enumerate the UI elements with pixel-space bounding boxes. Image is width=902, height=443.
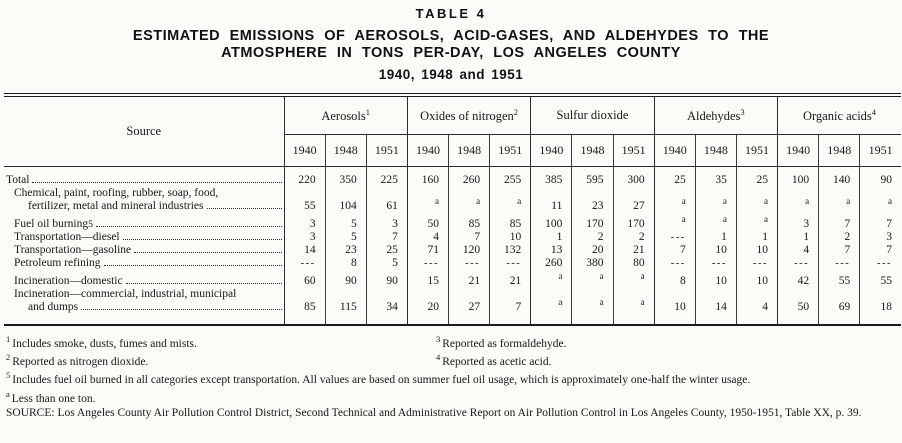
source-cell — [4, 244, 284, 257]
value-cell: 34 — [366, 288, 407, 325]
dot-leader — [126, 283, 282, 284]
value-cell: 1 — [778, 231, 819, 244]
value-cell: 140 — [819, 167, 860, 188]
footnote-marker: 5 — [6, 370, 11, 381]
value-cell — [449, 187, 490, 213]
footnote-a — [6, 388, 898, 406]
dot-leader — [207, 208, 282, 209]
value-cell: 35 — [695, 167, 736, 188]
less-than-one-ton-marker: a — [640, 270, 645, 281]
value-cell: 11 — [531, 187, 572, 213]
no-data-dashes: --- — [711, 257, 727, 269]
value-cell: 60 — [284, 270, 325, 288]
source-text: Total — [6, 174, 30, 186]
value-cell: 27 — [613, 187, 654, 213]
no-data-dashes: --- — [877, 257, 892, 269]
table-header-block — [4, 6, 898, 82]
value-cell: 55 — [284, 187, 325, 213]
value-cell: 25 — [736, 167, 777, 188]
less-than-one-ton-marker: a — [764, 214, 768, 224]
value-cell: 10 — [695, 270, 736, 288]
group-label: Oxides of nitrogen — [420, 109, 514, 124]
value-cell: 1 — [736, 231, 777, 244]
value-cell: 90 — [325, 270, 366, 288]
value-cell: 14 — [284, 244, 325, 257]
column-year-header: 1948 — [695, 135, 736, 167]
value-cell — [572, 270, 613, 288]
source-line — [4, 301, 284, 314]
value-cell: 90 — [860, 167, 901, 188]
value-cell: 225 — [366, 167, 407, 188]
page-title-line1: ESTIMATED EMISSIONS OF AEROSOLS, ACID-GASES, AND ALDEHYDES TO THE — [132, 28, 770, 44]
source-text: Incineration—commercial, industrial, municipal — [14, 287, 237, 300]
value-cell: 25 — [654, 167, 695, 188]
footnote-marker: 5 — [88, 218, 93, 230]
value-cell: 7 — [366, 231, 407, 244]
value-cell: 300 — [613, 167, 654, 188]
table-row — [4, 167, 901, 188]
table-row — [4, 257, 901, 270]
value-cell: 7 — [654, 244, 695, 257]
less-than-one-ton-marker: a — [681, 214, 686, 224]
value-cell: 42 — [778, 270, 819, 288]
value-cell: 255 — [490, 167, 531, 188]
value-cell — [284, 257, 325, 270]
value-cell — [613, 270, 654, 288]
value-cell — [449, 257, 490, 270]
emissions-table — [4, 93, 901, 326]
value-cell: 8 — [325, 257, 366, 270]
less-than-one-ton-marker: a — [435, 196, 439, 207]
less-than-one-ton-marker: a — [805, 196, 810, 207]
value-cell: 50 — [407, 213, 448, 231]
table-row — [4, 231, 901, 244]
value-cell: 61 — [366, 187, 407, 213]
group-header-row — [4, 95, 901, 135]
value-cell — [736, 187, 777, 213]
value-cell: 260 — [449, 167, 490, 188]
footnote-marker: 3 — [436, 333, 441, 344]
value-cell: 7 — [819, 244, 860, 257]
column-header-source: Source — [4, 95, 284, 167]
source-text: and dumps — [28, 300, 79, 313]
value-cell: 3 — [284, 231, 325, 244]
source-line — [4, 200, 284, 213]
value-cell: 170 — [613, 213, 654, 231]
value-cell: 21 — [613, 244, 654, 257]
no-data-dashes: --- — [300, 257, 316, 269]
value-cell: 1 — [695, 231, 736, 244]
less-than-one-ton-marker: a — [517, 196, 522, 207]
less-than-one-ton-marker: a — [558, 296, 563, 307]
value-cell: 3 — [366, 213, 407, 231]
column-group-header — [284, 95, 407, 135]
value-cell — [695, 257, 736, 270]
value-cell: 10 — [654, 288, 695, 325]
group-label: Aldehydes — [686, 109, 741, 124]
value-cell — [778, 187, 819, 213]
footnote-marker: 3 — [740, 106, 745, 117]
column-year-header: 1948 — [819, 135, 860, 167]
value-cell — [736, 213, 777, 231]
less-than-one-ton-marker: a — [599, 270, 604, 281]
value-cell — [736, 257, 777, 270]
column-year-header: 1940 — [284, 135, 325, 167]
source-cell — [4, 288, 284, 325]
value-cell: 85 — [449, 213, 490, 231]
value-cell: 15 — [407, 270, 448, 288]
value-cell — [654, 257, 695, 270]
less-than-one-ton-marker: a — [599, 296, 604, 307]
value-cell: 160 — [407, 167, 448, 188]
footnote-marker: 2 — [513, 106, 519, 117]
value-cell: 7 — [819, 213, 860, 231]
column-group-header — [407, 95, 530, 135]
no-data-dashes: --- — [506, 257, 522, 269]
footnote-4 — [436, 351, 898, 369]
footnote-5 — [6, 369, 902, 387]
value-cell: 7 — [860, 244, 901, 257]
value-cell — [654, 187, 695, 213]
value-cell: 7 — [449, 231, 490, 244]
footnote-3 — [436, 333, 898, 351]
value-cell: 1 — [531, 231, 572, 244]
value-cell: 27 — [449, 288, 490, 325]
no-data-dashes: --- — [670, 257, 686, 269]
source-line — [4, 244, 284, 257]
value-cell: 14 — [695, 288, 736, 325]
column-year-header: 1948 — [572, 135, 613, 167]
value-cell: 4 — [778, 244, 819, 257]
value-cell — [860, 187, 901, 213]
value-cell: 2 — [613, 231, 654, 244]
no-data-dashes: --- — [794, 257, 810, 269]
value-cell: 50 — [778, 288, 819, 325]
value-cell — [695, 187, 736, 213]
source-cell — [4, 231, 284, 244]
value-cell: 23 — [325, 244, 366, 257]
value-cell — [695, 213, 736, 231]
source-line — [4, 275, 284, 288]
source-text: Petroleum refining — [14, 256, 101, 269]
column-year-header: 1940 — [778, 135, 819, 167]
source-line — [4, 218, 284, 231]
footnote-text: Includes smoke, dusts, fumes and mists. — [12, 337, 197, 350]
less-than-one-ton-marker: a — [681, 196, 686, 207]
table-row — [4, 213, 901, 231]
column-group-header — [778, 95, 902, 135]
value-cell: 220 — [284, 167, 325, 188]
value-cell: 8 — [654, 270, 695, 288]
dot-leader — [104, 265, 282, 266]
value-cell: 71 — [407, 244, 448, 257]
group-label: Organic acids — [802, 109, 872, 124]
source-text: Fuel oil burning — [14, 217, 89, 230]
less-than-one-ton-marker: a — [764, 196, 768, 207]
source-cell — [4, 187, 284, 213]
dot-leader — [32, 182, 281, 183]
value-cell — [531, 270, 572, 288]
value-cell — [407, 187, 448, 213]
footnote-text: Reported as acetic acid. — [442, 355, 552, 368]
no-data-dashes: --- — [835, 257, 851, 269]
value-cell: 170 — [572, 213, 613, 231]
value-cell: 260 — [531, 257, 572, 270]
value-cell: 7 — [860, 213, 901, 231]
value-cell: 380 — [572, 257, 613, 270]
value-cell: 85 — [490, 213, 531, 231]
value-cell: 18 — [860, 288, 901, 325]
source-text: fertilizer, metal and mineral industries — [28, 200, 204, 212]
source-text: Transportation—gasoline — [14, 243, 132, 256]
value-cell: 25 — [366, 244, 407, 257]
footnote-text: Less than one ton. — [11, 392, 96, 405]
footnotes — [6, 333, 898, 421]
footnote-text: Includes fuel oil burned in all categories except transportation. All values are based on summer fuel oil usage, which is approximately one-half the winter usage. — [12, 374, 751, 387]
value-cell: 13 — [531, 244, 572, 257]
value-cell: 5 — [325, 213, 366, 231]
source-citation: SOURCE: Los Angeles County Air Pollution Control District, Second Technical and Administrative Report on Air Pollution Control in Los Angeles County, 1950-1951, Table XX, p. 39. — [6, 406, 862, 419]
value-cell — [490, 257, 531, 270]
value-cell: 20 — [572, 244, 613, 257]
source-text: Incineration—domestic — [14, 274, 123, 287]
value-cell: 350 — [325, 167, 366, 188]
value-cell: 385 — [531, 167, 572, 188]
table-body — [4, 167, 901, 325]
value-cell: 5 — [325, 231, 366, 244]
value-cell: 2 — [572, 231, 613, 244]
source-line — [4, 231, 284, 244]
column-year-header: 1940 — [654, 135, 695, 167]
no-data-dashes: --- — [670, 231, 686, 243]
value-cell: 120 — [449, 244, 490, 257]
value-cell: 20 — [407, 288, 448, 325]
source-line — [4, 257, 284, 270]
dot-leader — [134, 252, 281, 253]
source-text: Transportation—diesel — [14, 230, 120, 243]
value-cell: 10 — [490, 231, 531, 244]
dot-leader — [123, 239, 282, 240]
value-cell: 21 — [449, 270, 490, 288]
value-cell: 595 — [572, 167, 613, 188]
value-cell — [860, 257, 901, 270]
source-line — [4, 187, 284, 200]
value-cell: 4 — [407, 231, 448, 244]
less-than-one-ton-marker: a — [722, 196, 727, 207]
page-subtitle: 1940, 1948 and 1951 — [378, 67, 524, 82]
column-year-header: 1948 — [449, 135, 490, 167]
value-cell — [654, 213, 695, 231]
column-year-header: 1940 — [531, 135, 572, 167]
value-cell: 55 — [819, 270, 860, 288]
column-group-header — [654, 95, 777, 135]
group-label: Aerosols — [321, 109, 366, 124]
footnote-columns — [6, 333, 898, 370]
table-head — [4, 95, 901, 167]
source-line — [4, 288, 284, 301]
no-data-dashes: --- — [465, 257, 481, 269]
value-cell: 7 — [490, 288, 531, 325]
value-cell: 2 — [819, 231, 860, 244]
value-cell: 132 — [490, 244, 531, 257]
value-cell — [407, 257, 448, 270]
column-year-header: 1951 — [613, 135, 654, 167]
footnote-marker: 4 — [436, 351, 441, 362]
value-cell: 3 — [284, 213, 325, 231]
value-cell: 80 — [613, 257, 654, 270]
value-cell — [819, 187, 860, 213]
value-cell: 3 — [860, 231, 901, 244]
value-cell — [613, 288, 654, 325]
value-cell: 10 — [736, 270, 777, 288]
page-title-line2: ATMOSPHERE IN TONS PER-DAY, LOS ANGELES COUNTY — [221, 45, 681, 61]
value-cell: 23 — [572, 187, 613, 213]
footnote-marker: 4 — [871, 106, 877, 117]
column-year-header: 1951 — [736, 135, 777, 167]
value-cell: 100 — [531, 213, 572, 231]
footnote-2 — [6, 351, 436, 369]
footnote-1 — [6, 333, 436, 351]
no-data-dashes: --- — [753, 257, 768, 269]
value-cell: 115 — [325, 288, 366, 325]
value-cell: 4 — [736, 288, 777, 325]
column-year-header: 1951 — [366, 135, 407, 167]
less-than-one-ton-marker: a — [846, 196, 851, 207]
value-cell: 100 — [778, 167, 819, 188]
column-year-header: 1948 — [325, 135, 366, 167]
value-cell: 10 — [695, 244, 736, 257]
less-than-one-ton-marker: a — [888, 196, 892, 207]
value-cell: 3 — [778, 213, 819, 231]
footnote-marker: 1 — [365, 106, 371, 117]
dot-leader — [96, 226, 282, 227]
column-year-header: 1951 — [860, 135, 901, 167]
value-cell: 90 — [366, 270, 407, 288]
column-group-header — [531, 95, 654, 135]
footnote-marker: 1 — [6, 333, 11, 344]
footnote-marker: 2 — [6, 351, 11, 362]
table-row — [4, 187, 901, 213]
dot-leader — [81, 309, 281, 310]
footnote-text: Reported as nitrogen dioxide. — [12, 355, 149, 368]
table-label: TABLE 4 — [415, 6, 487, 21]
value-cell: 104 — [325, 187, 366, 213]
value-cell: 55 — [860, 270, 901, 288]
value-cell — [819, 257, 860, 270]
value-cell — [490, 187, 531, 213]
less-than-one-ton-marker: a — [558, 270, 563, 281]
no-data-dashes: --- — [424, 257, 439, 269]
source-cell — [4, 213, 284, 231]
table-row — [4, 244, 901, 257]
column-year-header: 1951 — [490, 135, 531, 167]
column-year-header: 1940 — [407, 135, 448, 167]
less-than-one-ton-marker: a — [722, 214, 727, 224]
value-cell: 10 — [736, 244, 777, 257]
group-label: Sulfur dioxide — [556, 108, 629, 122]
value-cell: 21 — [490, 270, 531, 288]
source-cell — [4, 270, 284, 288]
source-line — [4, 174, 284, 187]
value-cell: 85 — [284, 288, 325, 325]
source-cell — [4, 167, 284, 188]
value-cell: 69 — [819, 288, 860, 325]
value-cell — [572, 288, 613, 325]
source-cell — [4, 257, 284, 270]
page-title — [4, 28, 898, 62]
value-cell: 5 — [366, 257, 407, 270]
value-cell — [778, 257, 819, 270]
footnote-marker: a — [6, 388, 10, 399]
footnote-text: Reported as formaldehyde. — [442, 337, 567, 350]
table-row — [4, 288, 901, 325]
value-cell — [654, 231, 695, 244]
table-row — [4, 270, 901, 288]
source-text: Chemical, paint, roofing, rubber, soap, food, — [14, 187, 219, 199]
less-than-one-ton-marker: a — [640, 296, 645, 307]
less-than-one-ton-marker: a — [476, 196, 481, 207]
value-cell — [531, 288, 572, 325]
